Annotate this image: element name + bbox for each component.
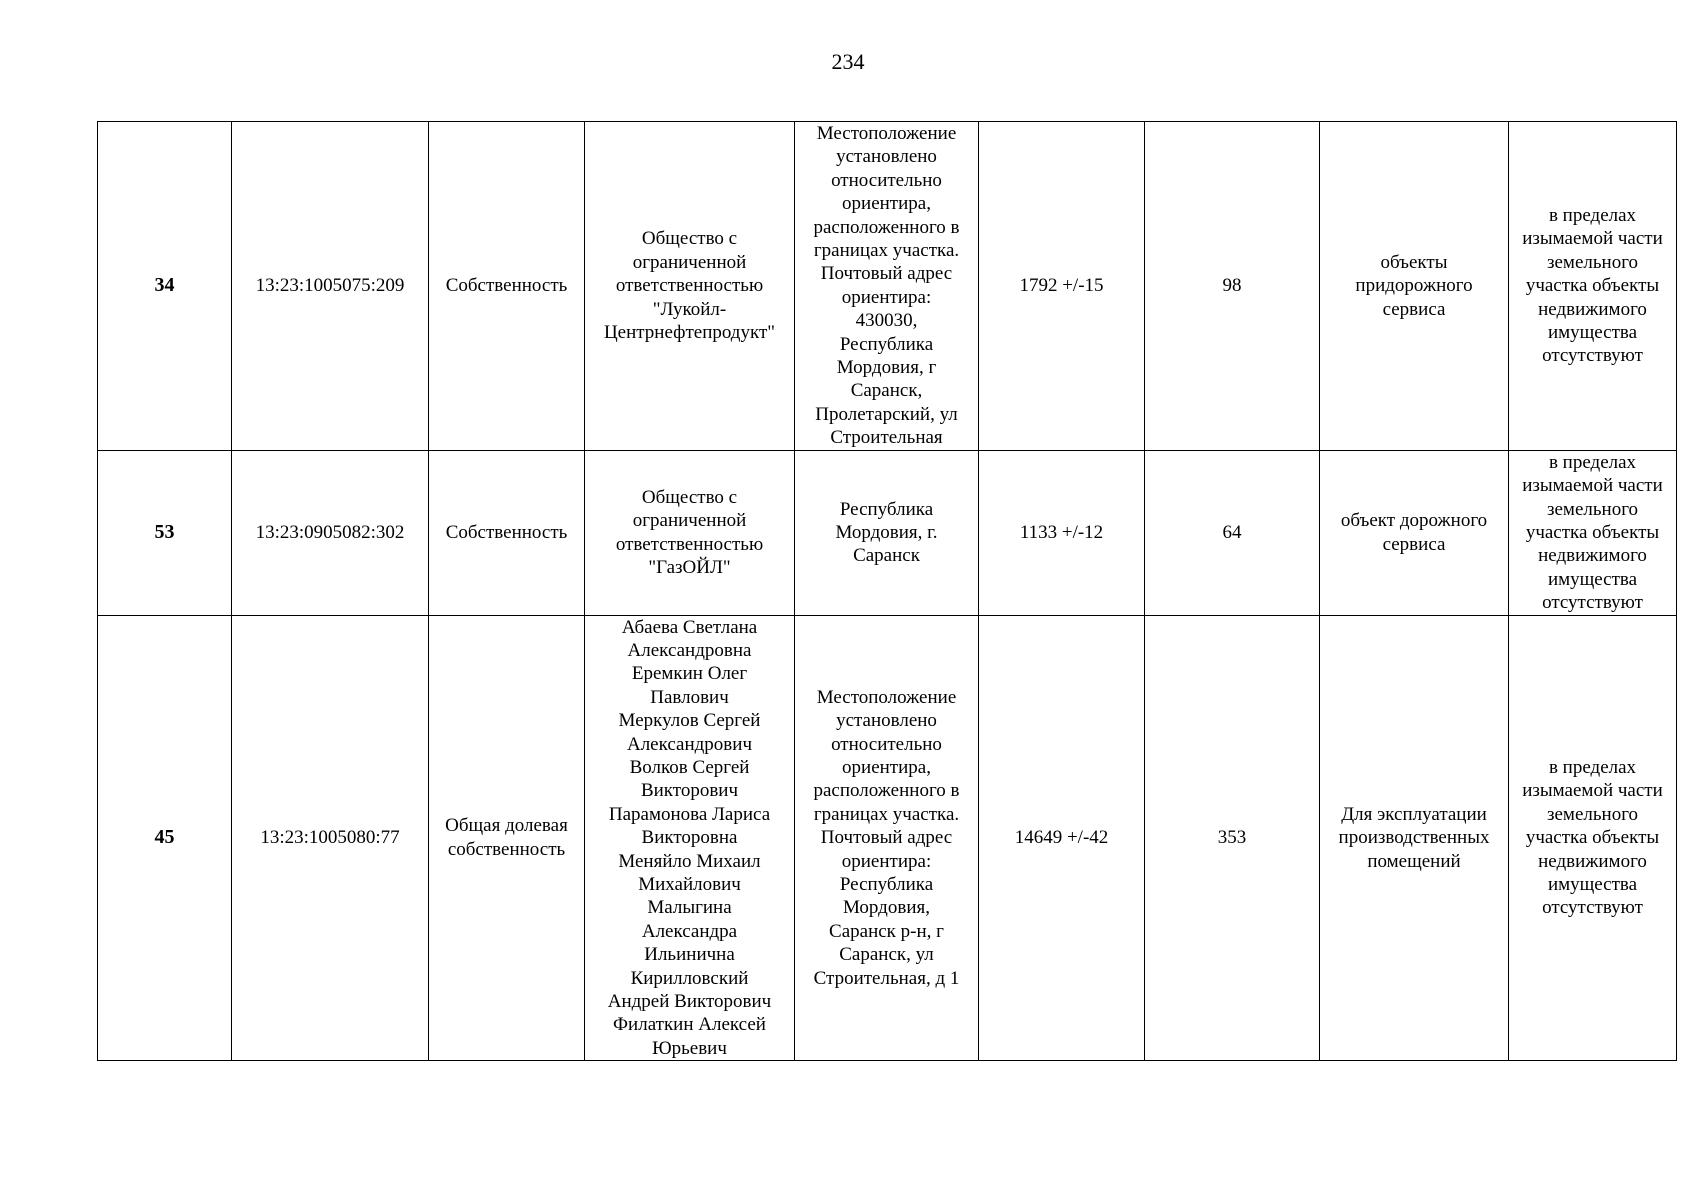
note-cell: в пределах изымаемой части земельного участка объекты недвижимого имущества отсутствуют [1509,450,1677,615]
part-area-cell: 98 [1145,122,1320,451]
part-area-cell: 64 [1145,450,1320,615]
land-plots-table [97,121,1677,1061]
table-row [98,450,1677,615]
area-cell: 14649 +/-42 [979,615,1145,1061]
permitted-use-cell: объекты придорожного сервиса [1320,122,1509,451]
right-type-cell: Собственность [429,450,585,615]
row-number-cell: 34 [98,122,232,451]
owner-cell: Общество с ограниченной ответственностью "ГазОЙЛ" [585,450,795,615]
note-cell: в пределах изымаемой части земельного участка объекты недвижимого имущества отсутствуют [1509,615,1677,1061]
table-row [98,615,1677,1061]
location-cell: Местоположение установлено относительно ориентира, расположенного в границах участка. Почтовый адрес ориентира: 430030, Республика Мордовия, г Саранск, Пролетарский, ул Строительная [795,122,979,451]
right-type-cell: Собственность [429,122,585,451]
location-cell: Республика Мордовия, г. Саранск [795,450,979,615]
cadastral-number-cell: 13:23:0905082:302 [232,450,429,615]
permitted-use-cell: объект дорожного сервиса [1320,450,1509,615]
cadastral-number-cell: 13:23:1005080:77 [232,615,429,1061]
permitted-use-cell: Для эксплуатации производственных помещений [1320,615,1509,1061]
location-cell: Местоположение установлено относительно ориентира, расположенного в границах участка. Почтовый адрес ориентира: Республика Мордовия, Саранск р-н, г Саранск, ул Строительная, д 1 [795,615,979,1061]
right-type-cell: Общая долевая собственность [429,615,585,1061]
area-cell: 1792 +/-15 [979,122,1145,451]
note-cell: в пределах изымаемой части земельного участка объекты недвижимого имущества отсутствуют [1509,122,1677,451]
owner-cell: Абаева Светлана Александровна Еремкин Олег Павлович Меркулов Сергей Александрович Волков Сергей Викторович Парамонова Лариса Викторовна Меняйло Михаил Михайлович Малыгина Александра Ильинична Кирилловский Андрей Викторович Филаткин Алексей Юрьевич [585,615,795,1061]
cadastral-number-cell: 13:23:1005075:209 [232,122,429,451]
table-row [98,122,1677,451]
row-number-cell: 53 [98,450,232,615]
owner-cell: Общество с ограниченной ответственностью "Лукойл- Центрнефтепродукт" [585,122,795,451]
page-number: 234 [831,49,865,74]
part-area-cell: 353 [1145,615,1320,1061]
row-number-cell: 45 [98,615,232,1061]
area-cell: 1133 +/-12 [979,450,1145,615]
